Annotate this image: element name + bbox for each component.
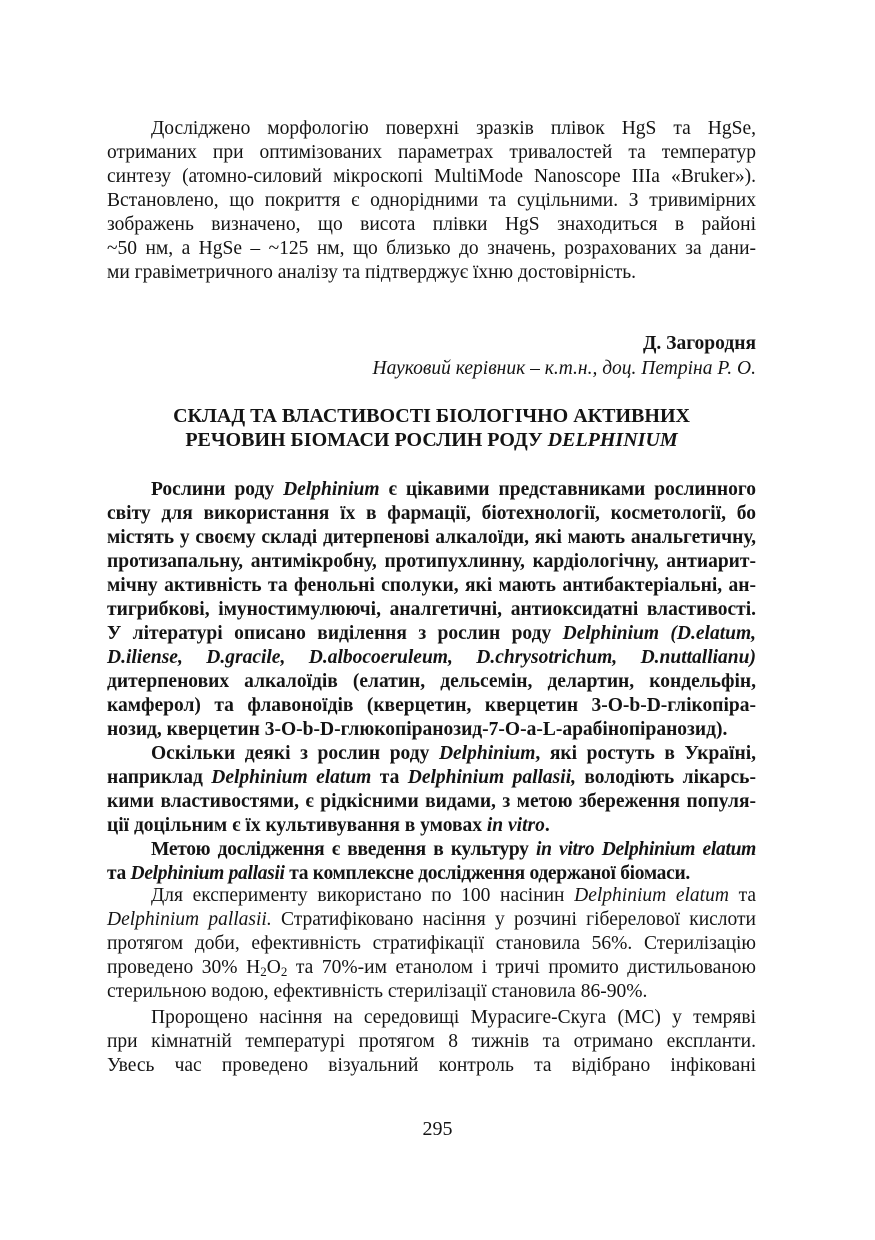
title-line-2 — [107, 428, 756, 452]
text-line: тигрибкові, імуностимулюючі, аналгетичні, антиоксидатні властивості. — [107, 599, 756, 620]
text-line: містять у своєму складі дитерпенові алкалоїди, які мають анальгетичну, — [107, 527, 756, 548]
text-line: ми гравіметричного аналізу та підтверджує їхню достовірність. — [107, 262, 636, 283]
text-line: світу для використання їх в фармації, біотехнології, косметології, бо — [107, 503, 756, 524]
paragraph-morphology — [107, 117, 756, 285]
text-line: дитерпенових алкалоїдів (елатин, дельсемін, делартин, кондельфін, — [107, 671, 756, 692]
page-number: 295 — [422, 1118, 453, 1140]
text-line: проведено 30% $H_2O_2$ та 70%-им етанолом і тричі промито дистильованою — [107, 957, 757, 979]
text-line: протизапальну, антимікробну, протипухлинну, кардіологічну, антиарит- — [107, 551, 756, 572]
text-line: Увесь час проведено візуальний контроль та відібрано інфіковані — [107, 1055, 756, 1076]
text-line: Встановлено, що покриття є однорідними та суцільними. З тривимірних — [107, 190, 756, 211]
text-line: стерильною водою, ефективність стерилізації становила 86-90%. — [107, 981, 648, 1002]
text-line: синтезу (атомно-силовий мікроскопі MultiMode Nanoscope IIIa «Bruker»). — [107, 166, 756, 187]
paragraph-intro — [107, 478, 756, 742]
text-line: Для експерименту використано по 100 насінин Delphinium elatum та — [151, 885, 756, 906]
text-line: при кімнатній температурі протягом 8 тижнів та отримано експланти. — [107, 1031, 756, 1052]
text-line: зображень визначено, що висота плівки HgS знаходиться в районі — [107, 214, 756, 235]
text-line: Метою дослідження є введення в культуру in vitro Delphinium elatum — [151, 839, 756, 860]
text-line: нозид, кверцетин 3-О-b-D-глюкопіранозид-7-О-a-L-арабінопіранозид). — [107, 719, 728, 740]
text-line: D.iliense, D.gracile, D.albocoeruleum, D.chrysotrichum, D.nuttallianu) — [107, 647, 756, 668]
text-line: наприклад Delphinium elatum та Delphinium pallasii, володіють лікарсь- — [107, 767, 756, 788]
text-line: ~50 нм, а HgSe – ~125 нм, що близько до значень, розрахованих за дани- — [107, 238, 756, 259]
text-line: отриманих при оптимізованих параметрах тривалостей та температур — [107, 142, 756, 163]
text-line: Рослини роду Delphinium є цікавими представниками рослинного — [151, 479, 757, 500]
text-line: Пророщено насіння на середовищі Мурасиге-Скуга (МС) у темряві — [151, 1007, 756, 1028]
title-line-1: СКЛАД ТА ВЛАСТИВОСТІ БІОЛОГІЧНО АКТИВНИХ — [173, 405, 690, 427]
text-line: Delphinium pallasii. Стратифіковано насіння у розчині гіберелової кислоти — [107, 909, 756, 930]
article-title — [107, 404, 756, 452]
text-line: камферол) та флавоноїдів (кверцетин, кверцетин 3-О-b-D-глікопіра- — [107, 695, 756, 716]
text-line: кими властивостями, є рідкісними видами, з метою збереження популя- — [107, 791, 756, 812]
author-name: Д. Загородня — [642, 333, 756, 354]
title-genus: DELPHINIUM — [547, 429, 678, 451]
text-line: ції доцільним є їх культивування в умовах in vitro. — [107, 815, 550, 836]
text-line: та Delphinium pallasii та комплексне дослідження одержаної біомаси. — [107, 863, 691, 884]
text-line: мічну активність та фенольні сполуки, які мають антибактеріальні, ан- — [107, 575, 756, 596]
text-line: Досліджено морфологію поверхні зразків плівок HgS та HgSe, — [151, 118, 756, 139]
paragraph-aim — [107, 838, 756, 886]
paragraph-germination — [107, 1006, 756, 1078]
text-line: протягом доби, ефективність стратифікації становила 56%. Стерилізацію — [107, 933, 756, 954]
paragraph-experiment — [107, 884, 756, 1004]
text-line: Оскільки деякі з рослин роду Delphinium, які ростуть в Україні, — [151, 743, 756, 764]
paragraph-rarity — [107, 742, 756, 838]
title-text: РЕЧОВИН БІОМАСИ РОСЛИН РОДУ — [185, 429, 548, 451]
supervisor-line: Науковий керівник – к.т.н., доц. Петріна Р. О. — [372, 358, 756, 379]
text-line: У літературі описано виділення з рослин роду Delphinium (D.elatum, — [107, 623, 757, 644]
